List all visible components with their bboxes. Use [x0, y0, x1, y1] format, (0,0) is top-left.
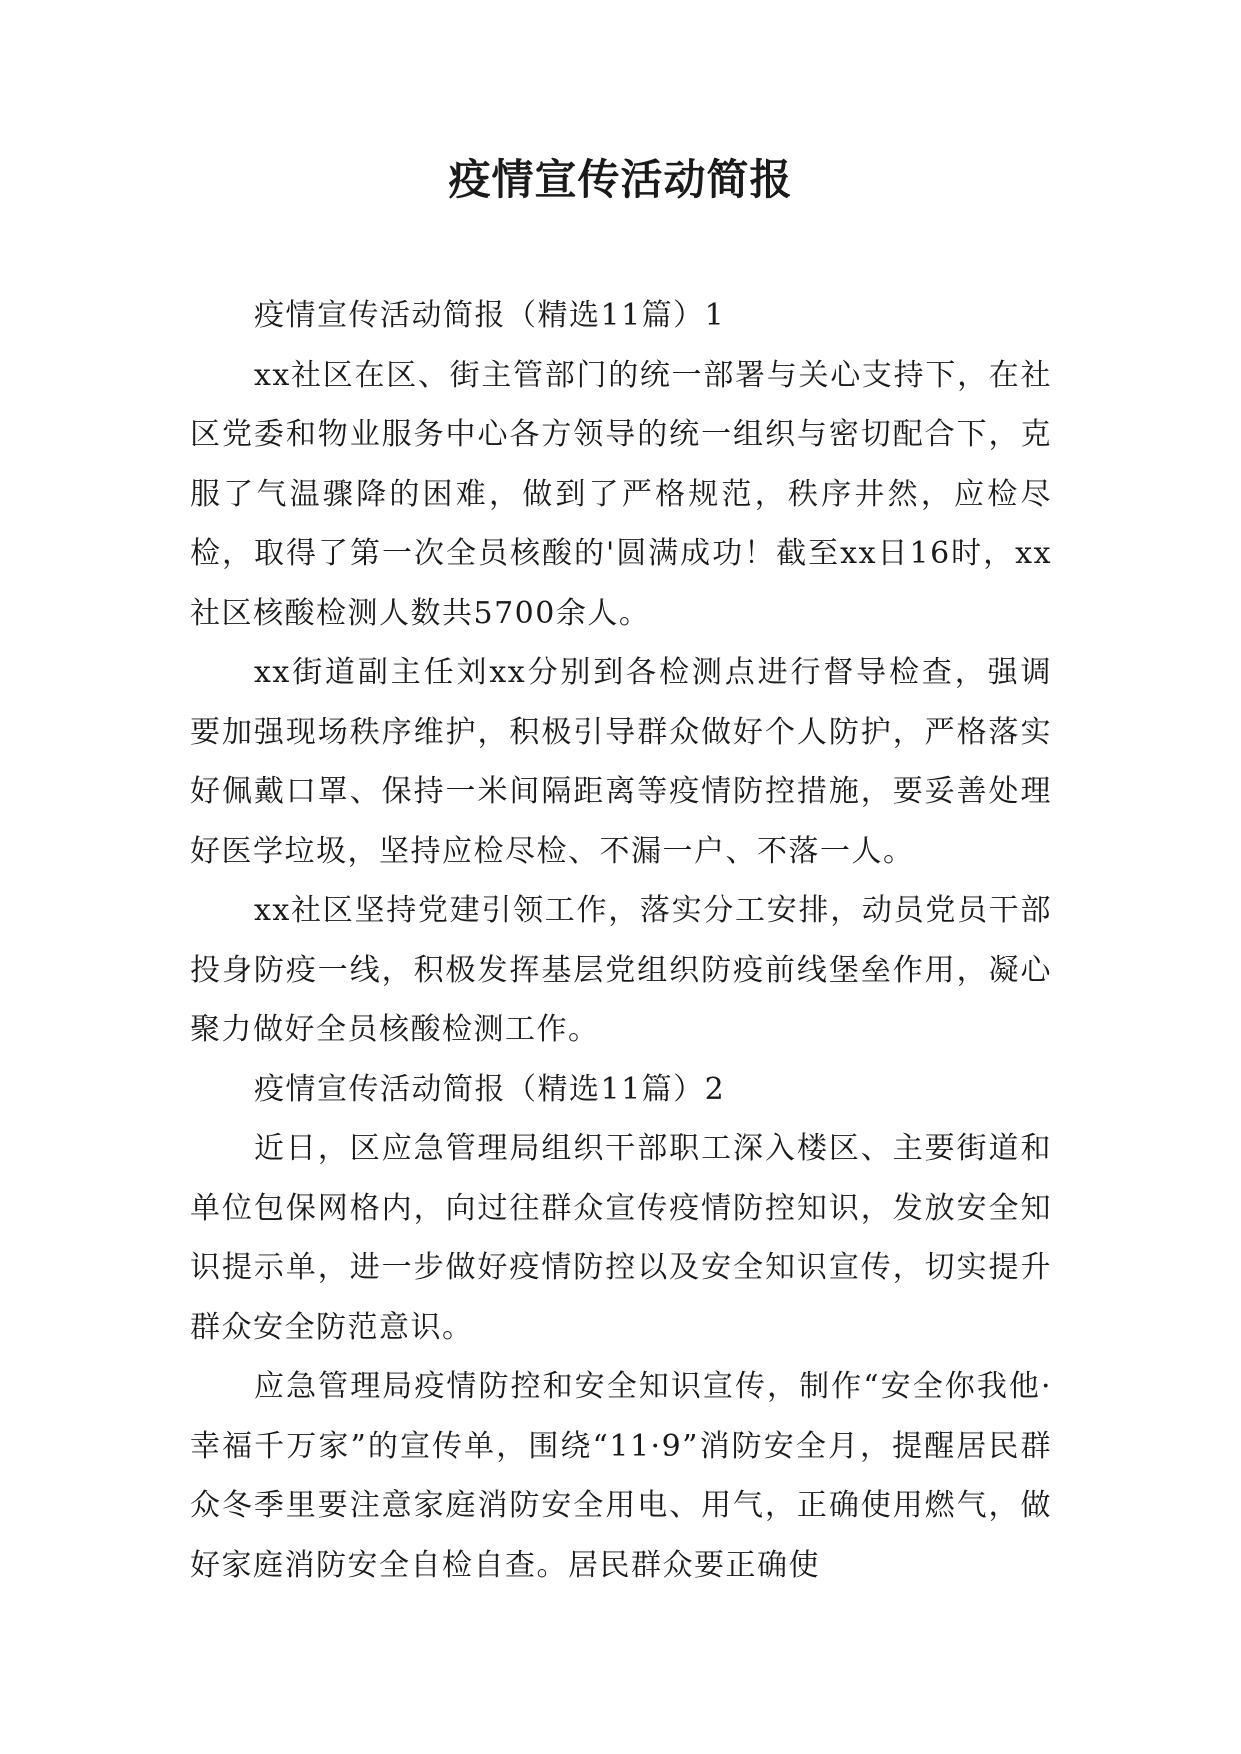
paragraph: 近日，区应急管理局组织干部职工深入楼区、主要街道和单位包保网格内，向过往群众宣传疫情防控知识，发放安全知识提示单，进一步做好疫情防控以及安全知识宣传，切实提升群众安全防范意识。 — [190, 1131, 1052, 1345]
paragraph: xx街道副主任刘xx分别到各检测点进行督导检查，强调要加强现场秩序维护，积极引导群众做好个人防护，严格落实好佩戴口罩、保持一米间隔距离等疫情防控措施，要妥善处理好医学垃圾，坚持应检尽检、不漏一户、不落一人。 — [190, 655, 1052, 869]
section-heading-1: 疫情宣传活动简报（精选11篇）1 — [254, 298, 726, 333]
paragraph: 应急管理局疫情防控和安全知识宣传，制作“安全你我他·幸福千万家”的宣传单，围绕“11·9”消防安全月，提醒居民群众冬季里要注意家庭消防安全用电、用气，正确使用燃气，做好家庭消防安全自检自查。居民群众要正确使 — [190, 1369, 1052, 1583]
document-body — [190, 286, 1052, 1595]
paragraph: xx社区坚持党建引领工作，落实分工安排，动员党员干部投身防疫一线，积极发挥基层党组织防疫前线堡垒作用，凝心聚力做好全员核酸检测工作。 — [190, 893, 1052, 1047]
paragraph: xx社区在区、街主管部门的统一部署与关心支持下，在社区党委和物业服务中心各方领导的统一组织与密切配合下，克服了气温骤降的困难，做到了严格规范，秩序井然，应检尽检，取得了第一次全员核酸的'圆满成功！截至xx日16时，xx社区核酸检测人数共5700余人。 — [190, 357, 1052, 631]
section-heading-2: 疫情宣传活动简报（精选11篇）2 — [254, 1071, 726, 1107]
document-title: 疫情宣传活动简报 — [448, 155, 793, 204]
